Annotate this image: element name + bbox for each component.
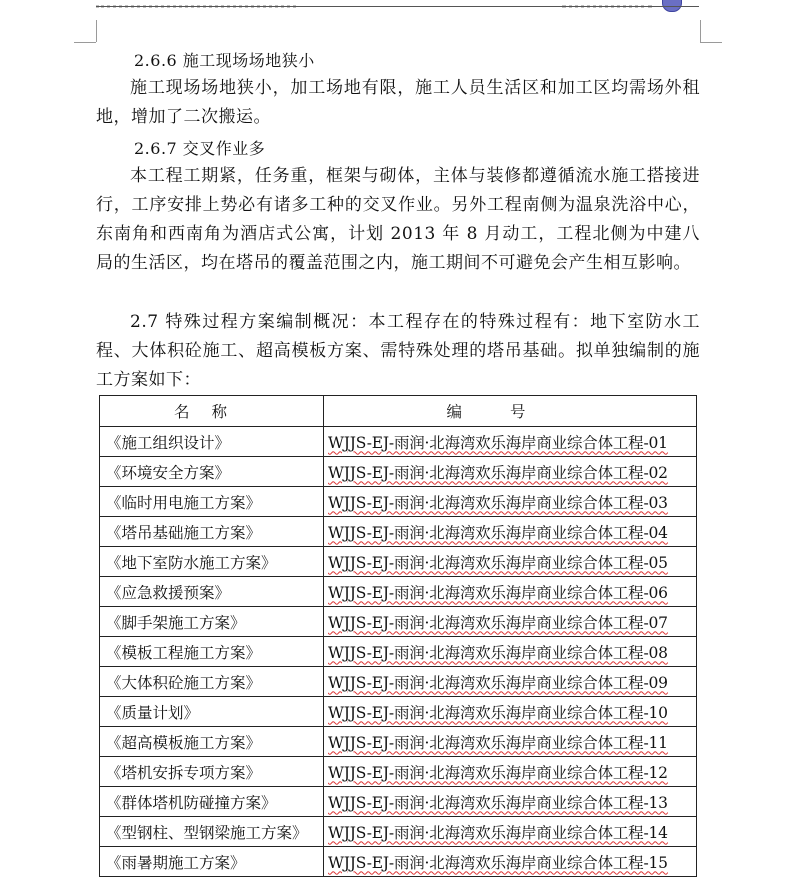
plan-code: WJJS-EJ-雨润·北海湾欢乐海岸商业综合体工程-09 [324, 667, 697, 697]
plan-code: WJJS-EJ-雨润·北海湾欢乐海岸商业综合体工程-10 [324, 697, 697, 727]
table-row [100, 457, 697, 487]
plan-code: WJJS-EJ-雨润·北海湾欢乐海岸商业综合体工程-02 [324, 457, 697, 487]
table-row [100, 547, 697, 577]
table-row [100, 517, 697, 547]
plan-code: WJJS-EJ-雨润·北海湾欢乐海岸商业综合体工程-13 [324, 787, 697, 817]
table-row [100, 727, 697, 757]
plan-name: 《塔机安拆专项方案》 [100, 757, 324, 787]
plan-code: WJJS-EJ-雨润·北海湾欢乐海岸商业综合体工程-15 [324, 847, 697, 877]
table-row [100, 667, 697, 697]
table-header-row [100, 396, 697, 427]
plan-name: 《施工组织设计》 [100, 427, 324, 457]
section-heading-2-6-6: 2.6.6 施工现场场地狭小 [134, 51, 315, 70]
plan-name: 《脚手架施工方案》 [100, 607, 324, 637]
plan-code: WJJS-EJ-雨润·北海湾欢乐海岸商业综合体工程-07 [324, 607, 697, 637]
plan-code: WJJS-EJ-雨润·北海湾欢乐海岸商业综合体工程-12 [324, 757, 697, 787]
plan-name: 《应急救援预案》 [100, 577, 324, 607]
crop-mark-top-right-vertical [700, 20, 701, 42]
plan-name: 《雨暑期施工方案》 [100, 847, 324, 877]
column-header-name: 名称 [100, 396, 324, 427]
plan-code: WJJS-EJ-雨润·北海湾欢乐海岸商业综合体工程-11 [324, 727, 697, 757]
section-paragraph-2-6-6: 施工现场场地狭小，加工场地有限，施工人员生活区和加工区均需场外租地，增加了二次搬运。 [96, 78, 700, 127]
table-row [100, 607, 697, 637]
plan-code: WJJS-EJ-雨润·北海湾欢乐海岸商业综合体工程-05 [324, 547, 697, 577]
construction-plan-table [99, 395, 697, 877]
plan-name: 《超高模板施工方案》 [100, 727, 324, 757]
table-row [100, 637, 697, 667]
section-heading-2-6-7: 2.6.7 交叉作业多 [134, 139, 266, 158]
plan-name: 《模板工程施工方案》 [100, 637, 324, 667]
table-row [100, 577, 697, 607]
section-paragraph-2-6-7: 本工程工期紧，任务重，框架与砌体，主体与装修都遵循流水施工搭接进行，工序安排上势必有诸多工种的交叉作业。另外工程南侧为温泉洗浴中心，东南角和西南角为酒店式公寓，计划 2013 年 8 月动工，工程北侧为中建八局的生活区，均在塔吊的覆盖范围之内，施工期间不可避免会产生相互影响。 [96, 166, 700, 273]
plan-code: WJJS-EJ-雨润·北海湾欢乐海岸商业综合体工程-01 [324, 427, 697, 457]
column-header-code: 编号 [324, 396, 697, 427]
plan-name: 《型钢柱、型钢梁施工方案》 [100, 817, 324, 847]
plan-name: 《临时用电施工方案》 [100, 487, 324, 517]
plan-code: WJJS-EJ-雨润·北海湾欢乐海岸商业综合体工程-06 [324, 577, 697, 607]
header-rule [96, 6, 699, 7]
table-row [100, 817, 697, 847]
plan-name: 《环境安全方案》 [100, 457, 324, 487]
plan-name: 《地下室防水施工方案》 [100, 547, 324, 577]
plan-name: 《群体塔机防碰撞方案》 [100, 787, 324, 817]
crop-mark-top-left [74, 42, 96, 43]
table-row [100, 787, 697, 817]
plan-name: 《质量计划》 [100, 697, 324, 727]
table-row [100, 757, 697, 787]
plan-code: WJJS-EJ-雨润·北海湾欢乐海岸商业综合体工程-14 [324, 817, 697, 847]
special-process-intro: 2.7 特殊过程方案编制概况：本工程存在的特殊过程有：地下室防水工程、大体积砼施工、超高模板方案、需特殊处理的塔吊基础。拟单独编制的施工方案如下： [96, 312, 700, 390]
table-row [100, 697, 697, 727]
table-row [100, 847, 697, 877]
plan-code: WJJS-EJ-雨润·北海湾欢乐海岸商业综合体工程-04 [324, 517, 697, 547]
table-row [100, 427, 697, 457]
crop-mark-top-left-vertical [96, 20, 97, 42]
plan-code: WJJS-EJ-雨润·北海湾欢乐海岸商业综合体工程-08 [324, 637, 697, 667]
plan-code: WJJS-EJ-雨润·北海湾欢乐海岸商业综合体工程-03 [324, 487, 697, 517]
plan-name: 《大体积砼施工方案》 [100, 667, 324, 697]
table-row [100, 487, 697, 517]
plan-name: 《塔吊基础施工方案》 [100, 517, 324, 547]
crop-mark-top-right [700, 42, 722, 43]
